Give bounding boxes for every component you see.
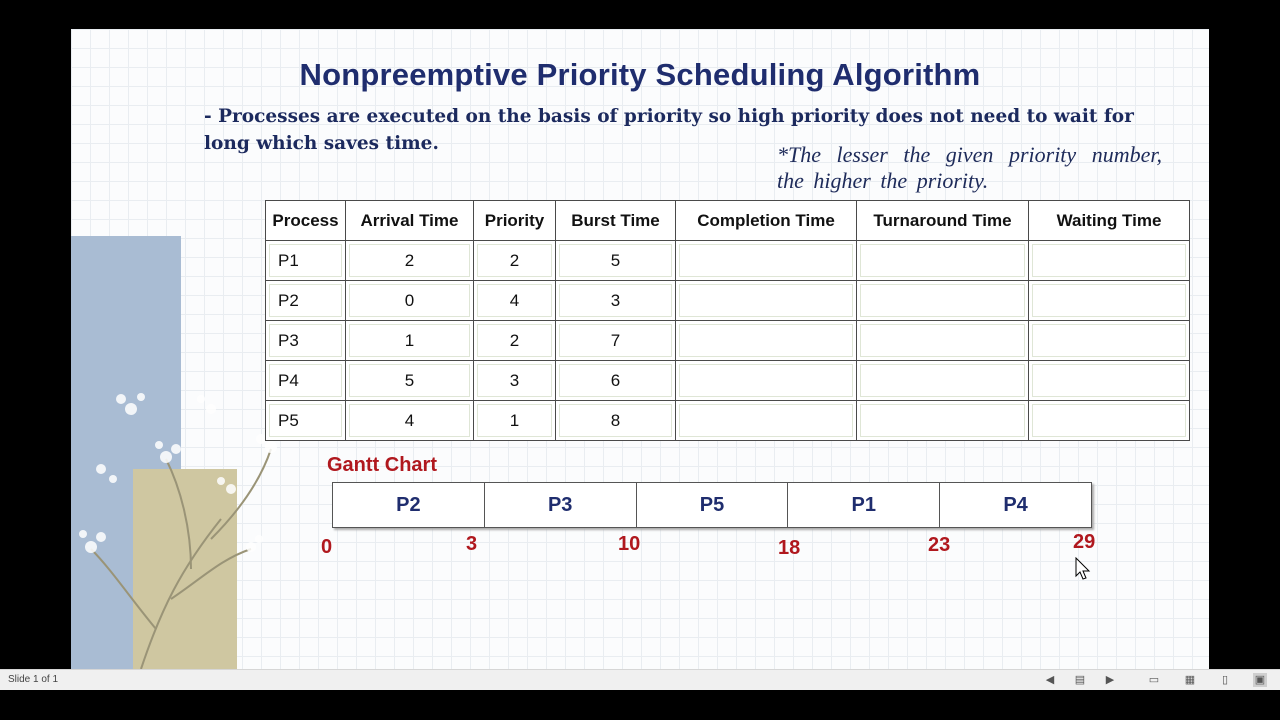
- cell-turnaround: [857, 321, 1029, 361]
- header-burst-time: Burst Time: [556, 201, 676, 241]
- cell-turnaround: [857, 281, 1029, 321]
- cell-completion: [676, 281, 857, 321]
- cell-completion: [676, 401, 857, 441]
- header-completion-time: Completion Time: [676, 201, 857, 241]
- status-bar: [0, 669, 1280, 690]
- normal-view-icon[interactable]: ▭: [1148, 674, 1160, 686]
- cell-waiting: [1029, 401, 1190, 441]
- cell-priority: 2: [474, 321, 556, 361]
- cell-completion: [676, 321, 857, 361]
- gantt-block: P4: [1003, 493, 1028, 516]
- gantt-block: P3: [485, 483, 637, 527]
- gantt-tick: 10: [618, 533, 641, 555]
- cell-arrival: 4: [346, 401, 474, 441]
- cell-burst: 3: [556, 281, 676, 321]
- cell-waiting: [1029, 321, 1190, 361]
- gantt-chart-bar: [332, 482, 1092, 528]
- cell-process: P4: [266, 361, 346, 401]
- slideshow-icon[interactable]: ▣: [1254, 674, 1266, 686]
- cell-burst: 6: [556, 361, 676, 401]
- cell-waiting: [1029, 241, 1190, 281]
- slide-subtitle: - Processes are executed on the basis of priority so high priority does not need to wait for long which saves time.: [204, 106, 1134, 154]
- cell-priority: 4: [474, 281, 556, 321]
- header-priority: Priority: [474, 201, 556, 241]
- cell-priority: 1: [474, 401, 556, 441]
- slide-menu-icon[interactable]: ▤: [1074, 674, 1086, 686]
- cell-completion: [676, 241, 857, 281]
- table-row: [266, 241, 1190, 281]
- cell-arrival: 2: [346, 241, 474, 281]
- mouse-pointer-icon: [1075, 557, 1091, 581]
- cell-waiting: [1029, 361, 1190, 401]
- cell-priority: 2: [474, 241, 556, 281]
- slide-sorter-icon[interactable]: ▦: [1184, 674, 1196, 686]
- cell-process: P1: [266, 241, 346, 281]
- cell-waiting: [1029, 281, 1190, 321]
- cell-arrival: 1: [346, 321, 474, 361]
- cell-burst: 5: [556, 241, 676, 281]
- priority-note: *The lesser the given priority number, the higher the priority.: [777, 142, 1162, 193]
- slide-count: Slide 1 of 1: [8, 674, 59, 685]
- scheduling-table: [265, 200, 1190, 441]
- cell-process: P5: [266, 401, 346, 441]
- next-slide-icon[interactable]: ▶: [1105, 674, 1115, 686]
- cell-arrival: 5: [346, 361, 474, 401]
- cell-turnaround: [857, 241, 1029, 281]
- gantt-block: P5: [637, 483, 789, 527]
- gantt-tick: 18: [778, 537, 801, 559]
- cell-completion: [676, 361, 857, 401]
- slide-canvas: [71, 29, 1209, 669]
- prev-slide-icon[interactable]: ◀: [1045, 674, 1055, 686]
- cell-priority: 3: [474, 361, 556, 401]
- gantt-block: P1: [788, 483, 940, 527]
- gantt-tick: 29: [1073, 531, 1096, 553]
- table-row: [266, 401, 1190, 441]
- slide-title: Nonpreemptive Priority Scheduling Algorithm: [299, 57, 981, 92]
- reading-view-icon[interactable]: ▯: [1221, 674, 1229, 686]
- header-waiting-time: Waiting Time: [1029, 201, 1190, 241]
- table-header-row: [266, 201, 1190, 241]
- cell-turnaround: [857, 361, 1029, 401]
- gantt-tick: 23: [928, 534, 951, 556]
- cell-process: P2: [266, 281, 346, 321]
- gantt-tick: 3: [466, 533, 478, 555]
- header-turnaround-time: Turnaround Time: [857, 201, 1029, 241]
- header-arrival-time: Arrival Time: [346, 201, 474, 241]
- header-process: Process: [266, 201, 346, 241]
- gantt-tick: 0: [321, 536, 333, 558]
- gantt-block: P2: [333, 483, 485, 527]
- cell-arrival: 0: [346, 281, 474, 321]
- table-row: [266, 281, 1190, 321]
- cell-burst: 8: [556, 401, 676, 441]
- cell-turnaround: [857, 401, 1029, 441]
- cell-process: P3: [266, 321, 346, 361]
- table-row: [266, 361, 1190, 401]
- gantt-chart-label: Gantt Chart: [327, 454, 437, 476]
- table-row: [266, 321, 1190, 361]
- cell-burst: 7: [556, 321, 676, 361]
